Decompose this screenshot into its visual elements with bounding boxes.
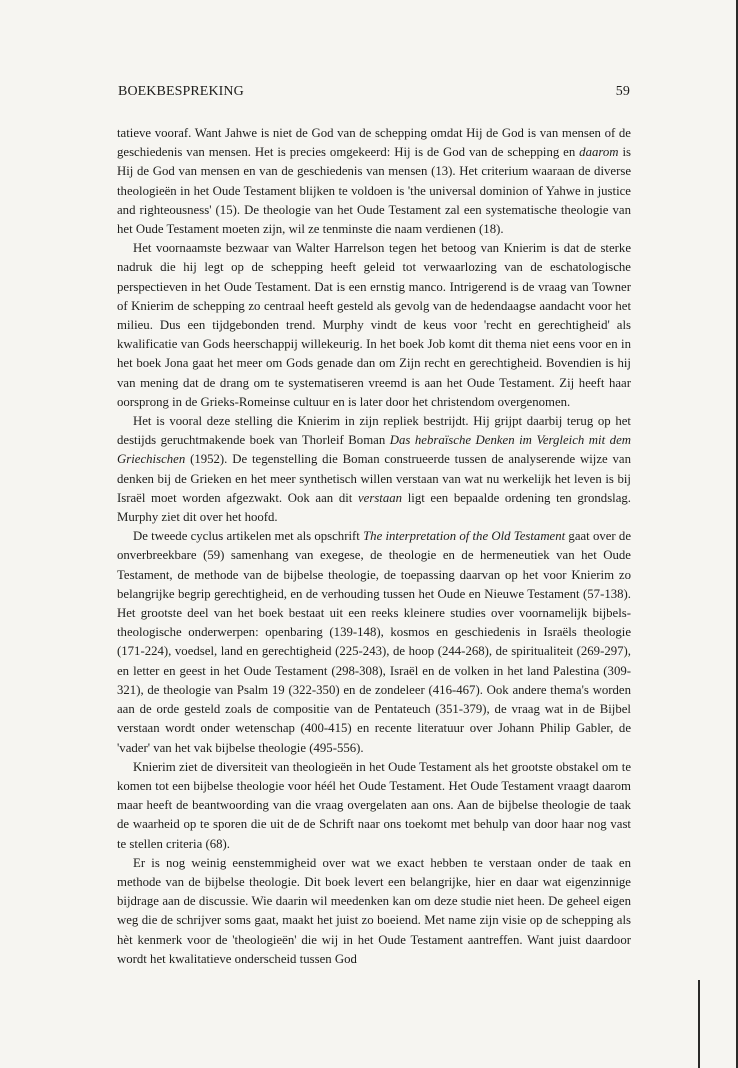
paragraph-text: Knierim ziet de diversiteit van theologieën in het Oude Testament als het grootste obstakel om te komen tot een bijbelse theologie voor héél het Oude Testament. Het Oude Testament vraagt daarom maar heeft de beantwoording van die vraag overgelaten aan ons. Aan de bijbelse theologie de taak de waarheid op te sporen die uit de de Schrift naar ons toekomt met behulp van door haar nog vast te stellen criteria (68). (117, 759, 631, 851)
paragraph (117, 239, 631, 412)
paragraph-text: Het voornaamste bezwaar van Walter Harrelson tegen het betoog van Knierim is dat de sterke nadruk die hij legt op de schepping heeft geleid tot verwaarlozing van de eschatologische perspectieven in het Oude Testament. Dat is een ernstig manco. Intrigerend is de vraag van Towner of Knierim de schepping zo centraal heeft gesteld als gevolg van de hedendaagse aandacht voor het milieu. Dus een tijdgebonden trend. Murphy vindt de keus voor 'recht en gerechtigheid' als kwalificatie van Gods heerschappij willekeurig. In het boek Job komt dit thema niet eens voor en in het boek Jona gaat het meer om Gods genade dan om Zijn recht en gerechtigheid. Bovendien is hij van mening dat de drang om te systematiseren vreemd is aan het Oude Testament. Zij heeft haar oorsprong in de Grieks-Romeinse cultuur en is later door het christendom overgenomen. (117, 241, 631, 409)
paragraph-text: (1952). De tegenstelling die Boman construeerde tussen de analyserende wijze van denken bij de Grieken en het meer synthetisch willen verstaan van wat nu werkelijk het leven is bij Israël moet worden afgezwakt. Ook aan dit (117, 452, 631, 505)
paragraph (117, 758, 631, 854)
running-title: BOEKBESPREKING (118, 84, 244, 99)
paragraph-text: gaat over de onverbreekbare (59) samenhang van exegese, de theologie en de hermeneutiek van het Oude Testament, de methode van de bijbelse theologie, de toepassing daarvan op het voor Knierim zo belangrijke begrip gerechtigheid, en de verhouding tussen het Oude en Nieuwe Testament (57-138). Het grootste deel van het boek bestaat uit een reeks kleinere studies over voornamelijk bijbels-theologische onderwerpen: openbaring (139-148), kosmos en geschiedenis in Israëls theologie (171-224), voedsel, land en gerechtigheid (225-243), de hoop (244-268), de spiritualiteit (269-297), en letter en geest in het Oude Testament (298-308), Israël en de volken in het land Palestina (309-321), de theologie van Psalm 19 (322-350) en de zondeleer (416-467). Ook andere thema's worden aan de orde gesteld zoals de compositie van de Pentateuch (351-379), de vraag wat in de Bijbel verstaan wordt onder wetenschap (400-415) en recente literatuur over Johann Philip Gabler, de 'vader' van het vak bijbelse theologie (495-556). (117, 529, 631, 755)
paragraph (117, 854, 631, 969)
binding-edge (698, 980, 700, 1068)
paragraph-text: De tweede cyclus artikelen met als opschrift (133, 529, 364, 544)
paragraph-text: ligt een bepaalde ordening ten grondslag. Murphy ziet dit over het hoofd. (117, 490, 632, 525)
paragraph (117, 527, 631, 757)
paragraph (117, 124, 631, 239)
page-number: 59 (615, 84, 630, 99)
paragraph-text: tatieve vooraf. Want Jahwe is niet de God van de schepping omdat Hij de God is van mensen of de geschiedenis van mensen. Het is precies omgekeerd: Hij is de God van de schepping en (117, 126, 631, 160)
italic-title: The interpretation of the Old Testament (363, 529, 566, 544)
paragraph-text: Er is nog weinig eenstemmigheid over wat we exact hebben te verstaan onder de taak en methode van de bijbelse theologie. Dit boek levert een belangrijke, hier en daar wat eigenzinnige bijdrage aan de discussie. Wie daarin wil meedenken kan om deze studie niet heen. De geheel eigen weg die de schrijver soms gaat, maakt het juist zo boeiend. Met name zijn visie op de schepping als hèt kenmerk voor de 'theologieën' die wij in het Oude Testament aantreffen. Want juist daardoor wordt het kwalitatieve onderscheid tussen God (117, 855, 631, 966)
article-body (117, 124, 631, 969)
italic-title: Das hebraïsche Denken im Vergleich mit dem Griechischen (117, 433, 631, 467)
paragraph-text: is Hij de God van mensen en van de geschiedenis van mensen (13). Het criterium waaraan de diverse theologieën in het Oude Testament blijken te voldoen is 'the universal dominion of Yahwe in justice and righteousness' (15). De theologie van het Oude Testament zal een systematische theologie van het Oude Testament moeten zijn, wil ze tenminste die naam verdienen (18). (117, 145, 631, 237)
italic-title: daarom (579, 145, 619, 160)
paragraph-text: Het is vooral deze stelling die Knierim in zijn repliek bestrijdt. Hij grijpt daarbij terug op het destijds geruchtmakende boek van Thorleif Boman (117, 414, 631, 448)
paragraph (117, 412, 631, 527)
italic-title: verstaan (357, 490, 403, 505)
running-header (118, 84, 630, 100)
